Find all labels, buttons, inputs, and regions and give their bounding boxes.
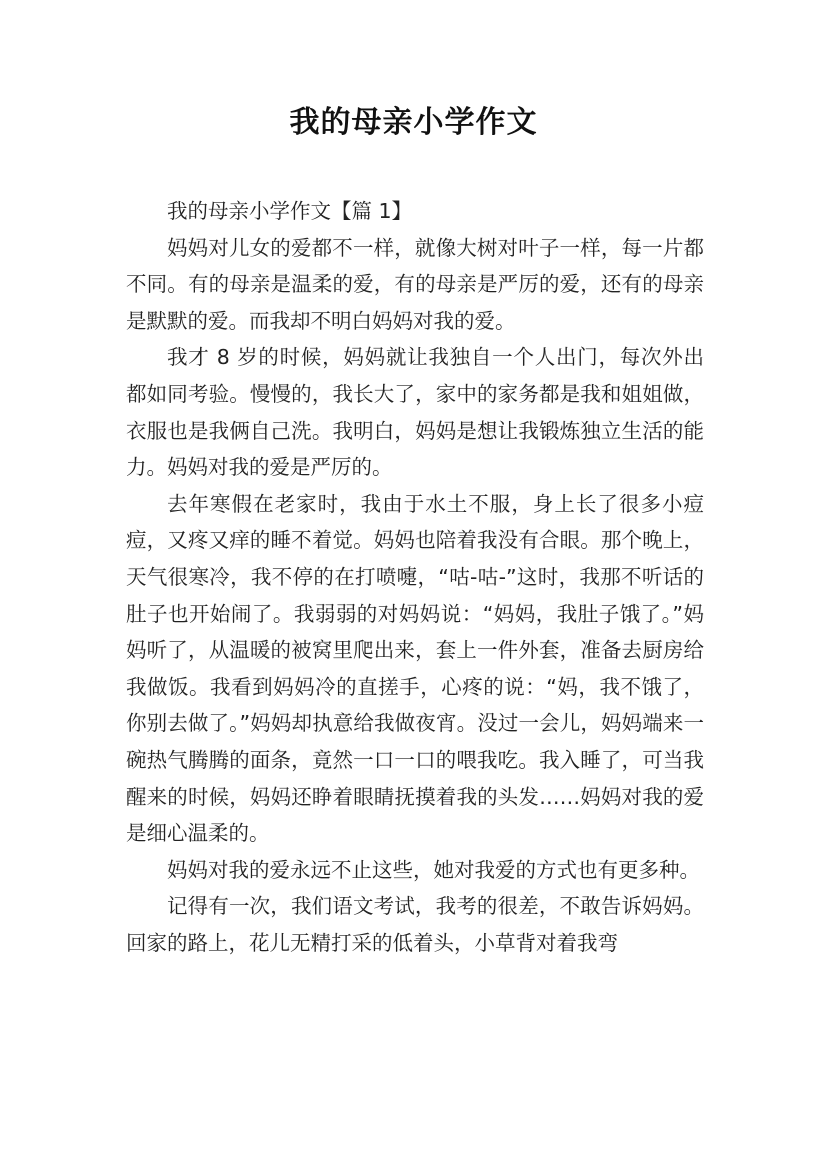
paragraph: 我才 8 岁的时候，妈妈就让我独自一个人出门，每次外出都如同考验。慢慢的，我长大了，家中的家务都是我和姐姐做，衣服也是我俩自己洗。我明白，妈妈是想让我锻炼独立生活的能力。妈妈对我的爱是严厉的。 [126, 345, 704, 480]
document-title: 我的母亲小学作文 [289, 105, 538, 140]
paragraph: 去年寒假在老家时，我由于水土不服，身上长了很多小痘痘，又疼又痒的睡不着觉。妈妈也陪着我没有合眼。那个晚上，天气很寒冷，我不停的在打喷嚏，“咕-咕-”这时，我那不听话的肚子也开始闹了。我弱弱的对妈妈说：“妈妈，我肚子饿了。”妈妈听了，从温暖的被窝里爬出来，套上一件外套，准备去厨房给我做饭。我看到妈妈冷的直搓手，心疼的说：“妈，我不饿了，你别去做了。”妈妈却执意给我做夜宵。没过一会儿，妈妈端来一碗热气腾腾的面条，竟然一口一口的喂我吃。我入睡了，可当我醒来的时候，妈妈还睁着眼睛抚摸着我的头发……妈妈对我的爱是细心温柔的。 [126, 491, 704, 846]
paragraph: 妈妈对我的爱永远不止这些，她对我爱的方式也有更多种。 [167, 857, 700, 882]
section-heading: 我的母亲小学作文【篇 1】 [167, 199, 413, 223]
paragraph: 记得有一次，我们语文考试，我考的很差，不敢告诉妈妈。回家的路上，花儿无精打采的低着头，小草背对着我弯 [126, 894, 704, 955]
document-body [126, 193, 704, 961]
paragraph: 妈妈对儿女的爱都不一样，就像大树对叶子一样，每一片都不同。有的母亲是温柔的爱，有的母亲是严厉的爱，还有的母亲是默默的爱。而我却不明白妈妈对我的爱。 [126, 235, 704, 333]
